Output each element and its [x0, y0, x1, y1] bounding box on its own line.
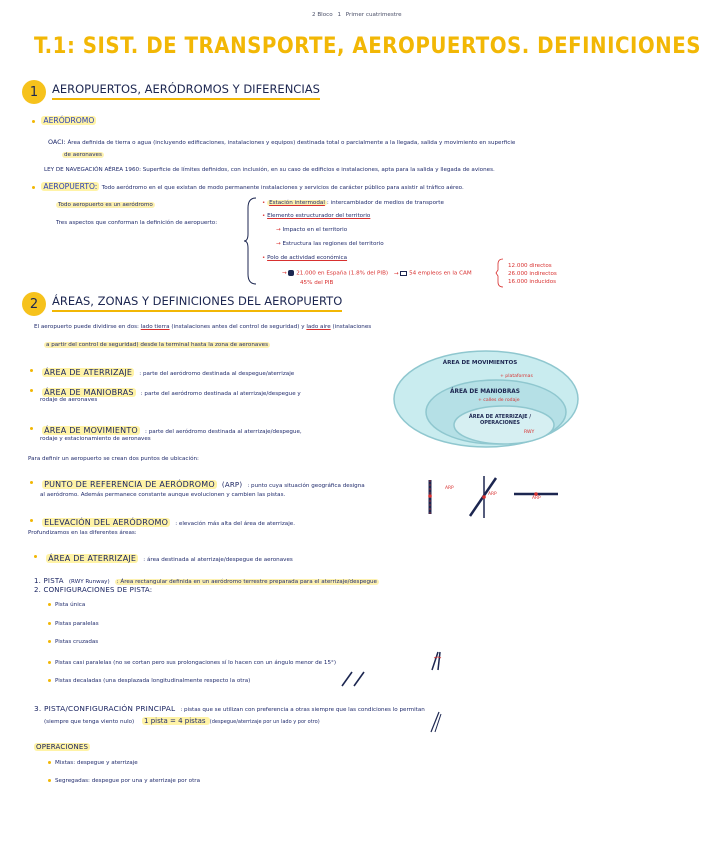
arp-label: PUNTO DE REFERENCIA DE AERÓDROMO — [44, 480, 215, 489]
operaciones-label-wrap — [34, 734, 90, 753]
diagram-inner-note: RWY — [524, 430, 535, 435]
diagram-outer-note: + plataformas — [500, 374, 533, 379]
intro-lado-aire: lado aire — [306, 324, 331, 330]
briefcase-icon — [400, 271, 407, 276]
config-item-1 — [48, 602, 85, 609]
principal-eq-b: = 4 pistas — [170, 717, 206, 725]
intro-a: El aeropuerto puede dividirse en dos: — [34, 324, 139, 330]
principal-label: 3. PISTA/CONFIGURACIÓN PRINCIPAL — [34, 704, 176, 713]
aeropuerto-row — [32, 182, 464, 192]
diagram-mid-label: ÁREA DE MANIOBRAS — [450, 389, 520, 395]
config-item-2-text: Pistas paralelas — [55, 621, 99, 627]
arp-tag-3: ARP — [532, 496, 541, 501]
near-parallel-sketch — [428, 650, 448, 672]
bracket-icon — [244, 196, 258, 286]
principal-row — [34, 696, 425, 715]
bullet-icon — [30, 427, 33, 430]
bullet-icon — [48, 603, 51, 606]
money-icon — [288, 270, 294, 276]
intro-c: (instalaciones antes del control de seguridad) y — [171, 324, 305, 330]
aspect-2a-text: Impacto en el territorio — [282, 227, 348, 233]
aspect-3: • Polo de actividad económica — [262, 255, 348, 261]
section-2-heading: ÁREAS, ZONAS Y DEFINICIONES DEL AEROPUERTO — [52, 294, 342, 312]
bullet-icon — [48, 679, 51, 682]
pista-row — [34, 568, 379, 587]
principal-eq-c: (despegue/aterrizaje por un lado y por otro) — [209, 719, 320, 725]
oaci-continuation — [62, 152, 104, 159]
eco-induced: 16.000 inducidos — [508, 279, 557, 286]
staggered-sketch — [340, 670, 372, 688]
bullet-icon — [30, 389, 33, 392]
aeropuerto-note-2: Tres aspectos que conforman la definición de aeropuerto: — [56, 220, 218, 226]
area-movimiento-text: : parte del aeródromo destinada al aterrizaje/despegue, — [145, 429, 302, 435]
ubicacion-intro: Para definir un aeropuerto se crean dos puntos de ubicación: — [28, 456, 199, 462]
aspect-2b: → Estructura las regiones del territorio — [276, 241, 384, 247]
area-aterrizaje-text: : parte del aeródromo destinada al despegue/aterrizaje — [139, 371, 295, 377]
bracket-small-icon — [496, 258, 504, 288]
aerodromo-label: AERÓDROMO — [43, 116, 95, 125]
bullet-icon — [48, 661, 51, 664]
runway-mini-sketch — [428, 710, 442, 734]
diagram-inner-label: ÁREA DE ATERRIZAJE / OPERACIONES — [468, 414, 532, 426]
config-item-3 — [48, 639, 98, 646]
bullet-icon — [48, 779, 51, 782]
bullet-icon — [32, 186, 35, 189]
eco-jobs — [508, 262, 557, 286]
aeropuerto-text: Todo aeródromo en el que existan de modo permanente instalaciones y servicios de carácter público para asistir al tráfico aéreo. — [101, 185, 464, 191]
header-note — [312, 12, 402, 19]
ops-item-1-text: Mixtas: despegue y aterrizaje — [55, 760, 138, 766]
config-item-3-text: Pistas cruzadas — [55, 639, 99, 645]
arp-text-2: al aeródromo. Además permanece constante aunque evolucionen y cambien las pistas. — [40, 492, 286, 498]
aspect-2a: → Impacto en el territorio — [276, 227, 348, 233]
area-aterrizaje-label: ÁREA DE ATERRIZAJE — [44, 368, 133, 377]
bullet-icon — [30, 519, 33, 522]
p-aterrizaje-label: ÁREA DE ATERRIZAJE — [48, 554, 137, 563]
principal-eq — [142, 717, 210, 725]
intro-line-1 — [34, 324, 371, 331]
aspect-3-label: Polo de actividad económica — [267, 255, 348, 261]
pista-label: 1. PISTA — [34, 577, 64, 585]
eco-indirect: 26.000 indirectos — [508, 271, 557, 278]
bullet-icon — [32, 120, 35, 123]
ops-item-1 — [48, 760, 138, 767]
aeropuerto-label: AEROPUERTO: — [43, 182, 98, 191]
intro-line-2 — [44, 342, 270, 349]
p-aterrizaje-text: : área destinada al aterrizaje/despegue de aeronaves — [143, 557, 293, 563]
aeropuerto-note-1 — [56, 202, 155, 209]
oaci-text-end: de aeronaves — [64, 152, 102, 158]
principal-eq-a: 1 pista — [144, 717, 168, 725]
area-movimiento-text-2: rodaje y estacionamiento de aeronaves — [40, 436, 151, 442]
aspect-2: • Elemento estructurador del territorio — [262, 213, 371, 219]
aspect-2b-text: Estructura las regiones del territorio — [282, 241, 384, 247]
oaci-text: Área definida de tierra o agua (incluyendo edificaciones, instalaciones y equipos) destinada total o parcialmente a la llegada, salida y movimiento en superficie — [67, 140, 516, 146]
config-label: 2. CONFIGURACIONES DE PISTA: — [34, 586, 153, 594]
oaci-definition — [48, 138, 568, 147]
eco-cam: 54 empleos en la CAM — [409, 270, 472, 277]
eco-spain: 21.000 en España (1.8% del PIB) — [296, 270, 389, 277]
operaciones-label: OPERACIONES — [36, 743, 89, 751]
elevacion-row — [30, 510, 295, 529]
economic-figures: → 21.000 en España (1.8% del PIB) → 54 empleos en la CAM — [282, 270, 472, 277]
bullet-icon — [48, 622, 51, 625]
note-1-text: Todo aeropuerto es un aeródromo — [58, 202, 153, 208]
diagram-outer-label: ÁREA DE MOVIMIENTOS — [442, 360, 518, 366]
p-aterrizaje-row — [34, 546, 293, 565]
aspect-1-label: Estación intermodal — [269, 200, 325, 206]
diagram-mid-note: + calles de rodaje — [478, 398, 520, 403]
aspect-2-label: Elemento estructurador del territorio — [267, 213, 371, 219]
section-2-number: 2 — [22, 292, 46, 316]
page-title: T.1: SIST. DE TRANSPORTE, AEROPUERTOS. DEFINICIONES — [34, 34, 701, 59]
config-item-4-text: Pistas casi paralelas (no se cortan pero sus prolongaciones sí lo hacen con un ángulo menor de 15°) — [55, 660, 336, 666]
config-item-5-text: Pistas decaladas (una desplazada longitudinalmente respecto la otra) — [55, 678, 251, 684]
pista-abbr: (RWY Runway) — [68, 579, 110, 585]
header-note-c: Primer cuatrimestre — [345, 12, 402, 18]
section-1-number: 1 — [22, 80, 46, 104]
header-note-a: 2 Bloco — [312, 12, 333, 18]
section-1-heading: AEROPUERTOS, AERÓDROMOS Y DIFERENCIAS — [52, 82, 320, 100]
intro-f: a partir del control de seguridad) desde la terminal hasta la zona de aeronaves — [46, 342, 268, 348]
aspect-1-text: : intercambiador de medios de transporte — [326, 200, 444, 206]
elevacion-text: : elevación más alta del área de aterrizaje. — [175, 521, 295, 527]
arp-tag-2: ARP — [488, 492, 497, 497]
arp-text: : punto cuya situación geográfica designa — [247, 483, 365, 489]
config-item-2 — [48, 621, 99, 628]
bullet-icon — [48, 640, 51, 643]
bullet-icon — [30, 481, 33, 484]
aspect-1: • Estación intermodal : intercambiador de medios de transporte — [262, 200, 444, 206]
elevacion-label: ELEVACIÓN DEL AERÓDROMO — [44, 518, 169, 527]
ley-definition: LEY DE NAVEGACIÓN AÉREA 1960: Superficie de límites definidos, con inclusión, en su caso de edificios e instalaciones, apta para la salida y llegada de aviones. — [44, 167, 495, 173]
area-movimiento-label: ÁREA DE MOVIMIENTO — [44, 426, 138, 435]
profundizamos: Profundizamos en las diferentes áreas: — [28, 530, 137, 536]
principal-text-2: (siempre que tenga viento nulo) — [44, 719, 135, 725]
bullet-icon — [34, 555, 37, 558]
area-maniobras-text-2: rodaje de aeronaves — [40, 397, 98, 403]
ops-item-2-text: Segregadas: despegue por una y aterrizaje por otra — [55, 778, 200, 784]
bullet-icon — [48, 761, 51, 764]
bullet-icon — [30, 369, 33, 372]
eco-pib: 45% del PIB — [300, 280, 334, 286]
principal-text: : pistas que se utilizan con preferencia a otras siempre que las condiciones lo permitan — [180, 707, 425, 713]
area-movimiento-row — [30, 418, 302, 437]
area-maniobras-label: ÁREA DE MANIOBRAS — [44, 388, 134, 397]
eco-direct: 12.000 directos — [508, 263, 552, 269]
arp-row — [30, 472, 365, 491]
ops-item-2 — [48, 778, 200, 785]
pista-text: : Área rectangular definida en un aeródromo terrestre preparada para el aterrizaje/despegue — [116, 579, 377, 585]
config-item-4 — [48, 660, 336, 667]
aerodromo-row — [32, 116, 96, 125]
config-item-1-text: Pista única — [55, 602, 86, 608]
arp-point-2 — [482, 495, 486, 499]
arp-tag-1: ARP — [445, 486, 454, 491]
oaci-label: OACI: — [48, 138, 66, 146]
area-aterrizaje-row — [30, 360, 294, 379]
principal-row-2 — [44, 717, 320, 726]
area-maniobras-text: : parte del aeródromo destinada al aterrizaje/despegue y — [140, 391, 301, 397]
header-note-b: 1 — [337, 12, 341, 18]
arp-abbr: (ARP) — [221, 481, 243, 489]
arp-point-1 — [428, 494, 432, 498]
intro-lado-tierra: lado tierra — [140, 324, 170, 330]
intro-e: (instalaciones — [332, 324, 372, 330]
config-item-5 — [48, 678, 250, 685]
